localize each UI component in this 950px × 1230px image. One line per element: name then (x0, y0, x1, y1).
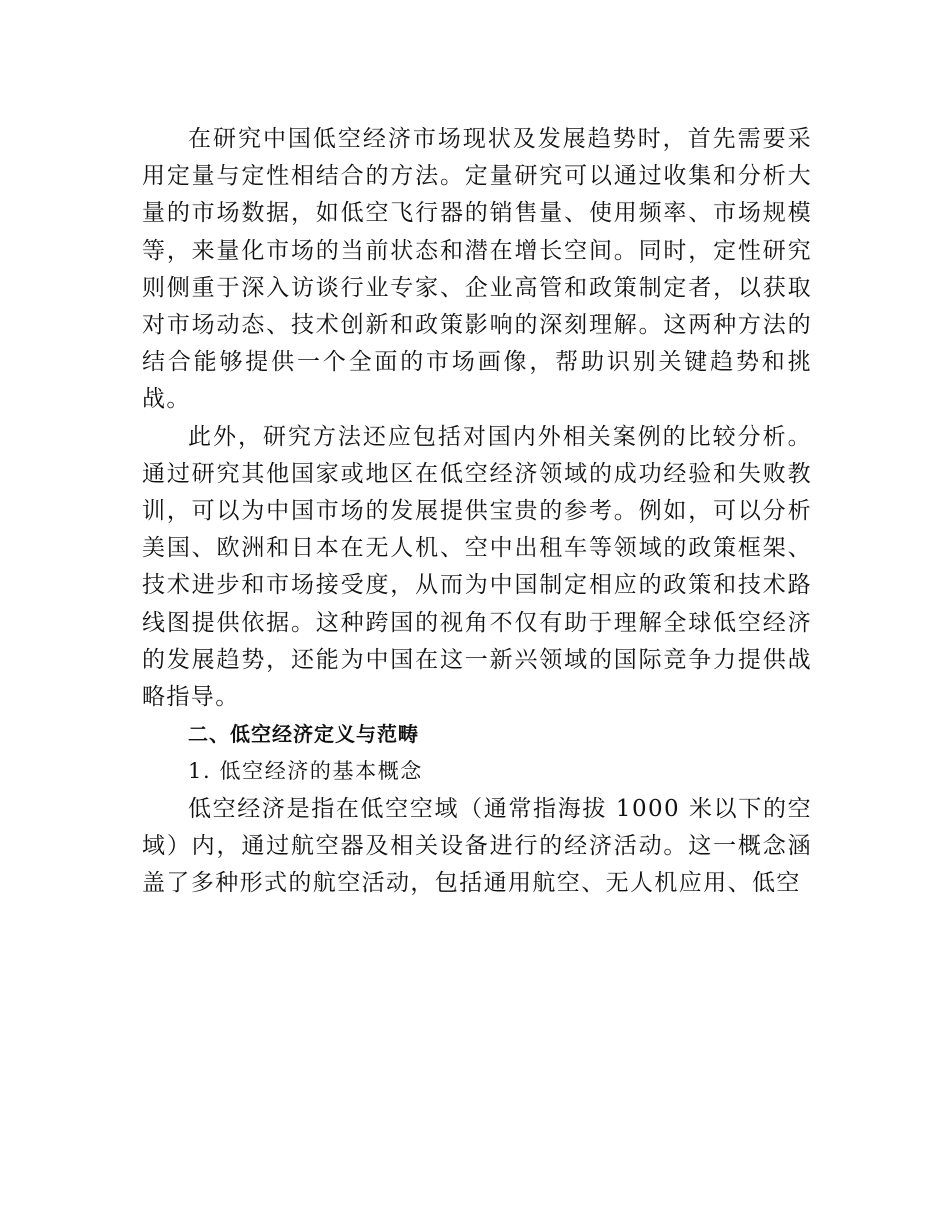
paragraph-definition: 低空经济是指在低空空域（通常指海拔 1000 米以下的空域）内，通过航空器及相关设备进行的经济活动。这一概念涵盖了多种形式的航空活动，包括通用航空、无人机应用、低空 (142, 795, 812, 897)
paragraph-comparative-analysis: 此外，研究方法还应包括对国内外相关案例的比较分析。通过研究其他国家或地区在低空经济领域的成功经验和失败教训，可以为中国市场的发展提供宝贵的参考。例如，可以分析美国、欧洲和日本在无人机、空中出租车等领域的政策框架、技术进步和市场接受度，从而为中国制定相应的政策和技术路线图提供依据。这种跨国的视角不仅有助于理解全球低空经济的发展趋势，还能为中国在这一新兴领域的国际竞争力提供战略指导。 (142, 423, 812, 711)
paragraph-research-methods: 在研究中国低空经济市场现状及发展趋势时，首先需要采用定量与定性相结合的方法。定量研究可以通过收集和分析大量的市场数据，如低空飞行器的销售量、使用频率、市场规模等，来量化市场的当前状态和潜在增长空间。同时，定性研究则侧重于深入访谈行业专家、企业高管和政策制定者，以获取对市场动态、技术创新和政策影响的深刻理解。这两种方法的结合能够提供一个全面的市场画像，帮助识别关键趋势和挑战。 (142, 126, 812, 413)
document-body (142, 121, 812, 902)
section-heading: 二、低空经济定义与范畴 (188, 722, 419, 747)
subsection-heading: 1. 低空经济的基本概念 (188, 759, 423, 784)
